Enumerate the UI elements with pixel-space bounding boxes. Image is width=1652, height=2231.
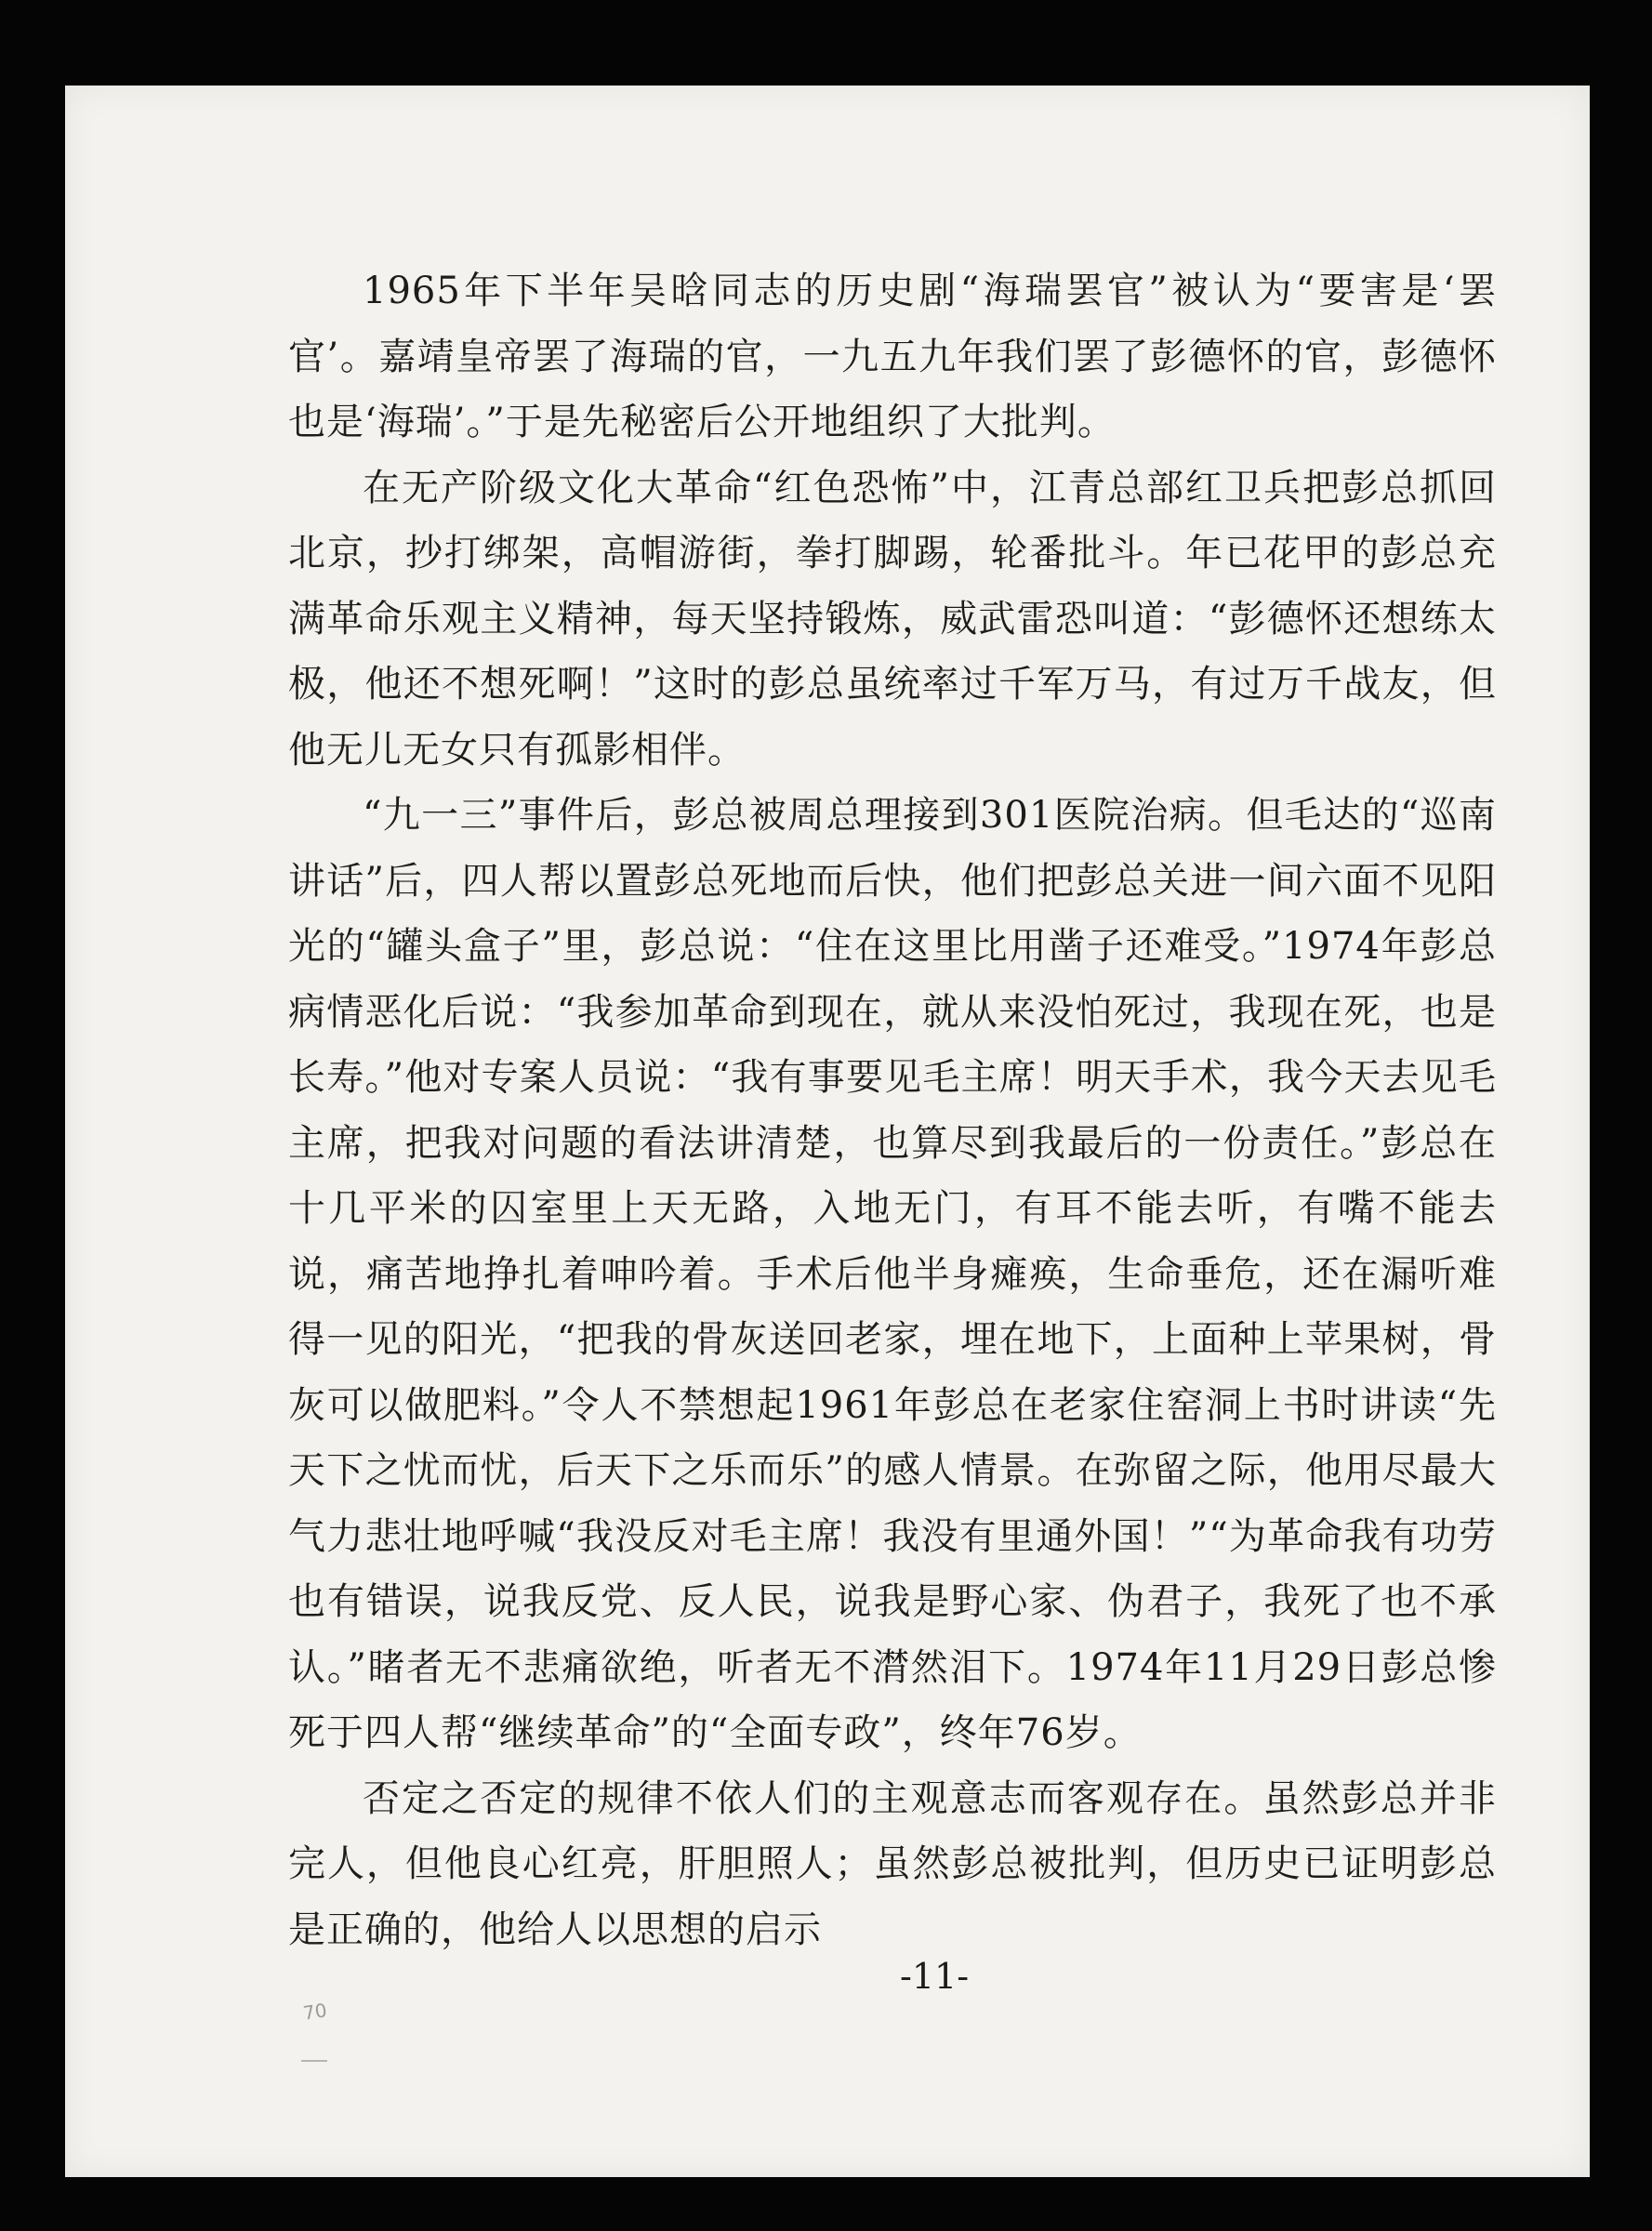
margin-note: 70 [301,1999,328,2025]
paragraph-3: “九一三”事件后，彭总被周总理接到301医院治病。但毛达的“巡南讲话”后，四人帮以置彭总死地而后快，他们把彭总关进一间六面不见阳光的“罐头盒子”里，彭总说：“住在这里比用凿子还难受。”1974年彭总病情恶化后说：“我参加革命到现在，就从来没怕死过，我现在死，也是长寿。”他对专案人员说：“我有事要见毛主席！明天手术，我今天去见毛主席，把我对问题的看法讲清楚，也算尽到我最后的一份责任。”彭总在十几平米的囚室里上天无路，入地无门，有耳不能去听，有嘴不能去说，痛苦地挣扎着呻吟着。手术后他半身瘫痪，生命垂危，还在漏听难得一见的阳光，“把我的骨灰送回老家，埋在地下，上面种上苹果树，骨灰可以做肥料。”令人不禁想起1961年彭总在老家住窑洞上书时讲读“先天下之忧而忧，后天下之乐而乐”的感人情景。在弥留之际，他用尽最大气力悲壮地呼喊“我没反对毛主席！我没有里通外国！”“为革命我有功劳也有错误，说我反党、反人民，说我是野心家、伪君子，我死了也不承认。”睹者无不悲痛欲绝，听者无不潸然泪下。1974年11月29日彭总惨死于四人帮“继续革命”的“全面专政”，终年76岁。 [288,794,1497,1754]
page-number: -11- [900,1956,970,1997]
paragraph-2: 在无产阶级文化大革命“红色恐怖”中，江青总部红卫兵把彭总抓回北京，抄打绑架，高帽游街，拳打脚踢，轮番批斗。年已花甲的彭总充满革命乐观主义精神，每天坚持锻炼，威武雷恐叫道：“彭德怀还想练太极，他还不想死啊！”这时的彭总虽统率过千军万马，有过万千战友，但他无儿无女只有孤影相伴。 [288,466,1497,772]
body-text [288,258,1497,1962]
paragraph-1: 1965年下半年吴晗同志的历史剧“海瑞罢官”被认为“要害是‘罢官’。嘉靖皇帝罢了海瑞的官，一九五九年我们罢了彭德怀的官，彭德怀也是‘海瑞’。”于是先秘密后公开地组织了大批判。 [288,270,1497,443]
paragraph-4: 否定之否定的规律不依人们的主观意志而客观存在。虽然彭总并非完人，但他良心红亮，肝胆照人；虽然彭总被批判，但历史已证明彭总是正确的，他给人以思想的启示 [288,1776,1497,1951]
margin-dash [301,2060,327,2062]
